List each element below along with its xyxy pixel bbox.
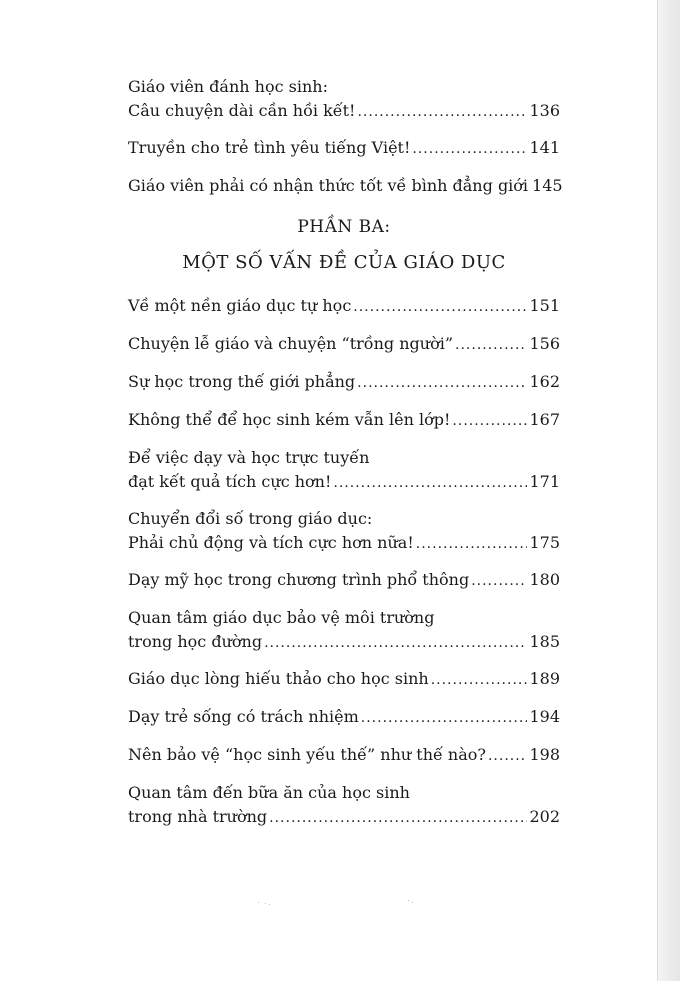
leader-dots [264, 631, 527, 655]
leader-dots [488, 744, 527, 768]
toc-entry-text: Nên bảo vệ “học sinh yếu thế” như thế nào? [128, 745, 486, 764]
leader-dots [357, 100, 527, 124]
toc-entry-text: Câu chuyện dài cần hồi kết! [128, 101, 356, 120]
toc-entry [128, 781, 560, 830]
scan-speck [258, 902, 259, 903]
toc-entry [128, 294, 560, 319]
scan-speck [265, 903, 266, 904]
scan-speck [408, 900, 409, 901]
toc-entry [128, 370, 560, 395]
toc-entry-line [128, 507, 560, 531]
toc-entry-line [128, 136, 560, 161]
toc-entry [128, 136, 560, 161]
page-number: 136 [529, 101, 560, 120]
toc-entry [128, 667, 560, 692]
part-heading [128, 212, 560, 278]
toc-entry-text: Dạy mỹ học trong chương trình phổ thông [128, 570, 470, 589]
toc-entry [128, 408, 560, 433]
page-number: 145 [532, 176, 563, 195]
toc-entry-text: trong nhà trường [128, 807, 268, 826]
toc-entry-text: Chuyện lễ giáo và chuyện “trồng người” [128, 334, 454, 353]
toc-entry-line [128, 781, 560, 805]
toc-entry-text: Quan tâm giáo dục bảo vệ môi trường [128, 608, 435, 627]
toc-entry-text: Giáo viên phải có nhận thức tốt về bình đẳng giới [128, 176, 529, 195]
toc-entry-line [128, 294, 560, 319]
leader-dots [269, 806, 527, 830]
leader-dots [333, 471, 527, 495]
toc-entry-text: Phải chủ động và tích cực hơn nữa! [128, 533, 414, 552]
toc-entry-line [128, 630, 560, 655]
toc-entry-line [128, 531, 560, 556]
leader-dots [431, 668, 528, 692]
toc-entry-line [128, 805, 560, 830]
toc-entry-line [128, 470, 560, 495]
toc-entry-text: trong học đường [128, 632, 263, 651]
page-number: 185 [529, 632, 560, 651]
leader-dots [361, 706, 528, 730]
page-number: 180 [529, 570, 560, 589]
toc-entry [128, 174, 563, 199]
page-number: 175 [529, 533, 560, 552]
toc-entry-line [128, 174, 563, 199]
page-number: 162 [529, 372, 560, 391]
table-of-contents [128, 75, 563, 842]
leader-dots [455, 333, 527, 357]
toc-entry-line [128, 408, 560, 433]
toc-entry-text: Truyền cho trẻ tình yêu tiếng Việt! [128, 138, 411, 157]
toc-entry-text: Sự học trong thế giới phẳng [128, 372, 356, 391]
toc-entry-line [128, 370, 560, 395]
toc-entry-text: đạt kết quả tích cực hơn! [128, 472, 332, 491]
leader-dots [471, 569, 527, 593]
toc-entry-line [128, 743, 560, 768]
page-number: 198 [529, 745, 560, 764]
scan-specks [256, 898, 416, 906]
toc-entry-line [128, 568, 560, 593]
scan-speck [269, 904, 270, 905]
leader-dots [412, 137, 527, 161]
leader-dots [416, 532, 528, 556]
toc-entry-text: Dạy trẻ sống có trách nhiệm [128, 707, 359, 726]
leader-dots [353, 295, 527, 319]
page-number: 151 [529, 296, 560, 315]
toc-entry [128, 705, 560, 730]
toc-entry [128, 606, 560, 655]
toc-entry-line [128, 667, 560, 692]
page-number: 156 [529, 334, 560, 353]
toc-entry-line [128, 606, 560, 630]
toc-entry-text: Giáo viên đánh học sinh: [128, 77, 328, 96]
page-number: 202 [529, 807, 560, 826]
toc-entry [128, 446, 560, 495]
toc-entry [128, 75, 560, 124]
toc-entry-text: Để việc dạy và học trực tuyến [128, 448, 370, 467]
toc-entry-text: Giáo dục lòng hiếu thảo cho học sinh [128, 669, 429, 688]
scan-speck [412, 902, 413, 903]
page-number: 167 [529, 410, 560, 429]
page-number: 141 [529, 138, 560, 157]
page-edge [658, 0, 680, 981]
toc-entry-text: Chuyển đổi số trong giáo dục: [128, 509, 373, 528]
toc-entry [128, 743, 560, 768]
toc-entry [128, 507, 560, 556]
toc-entry-text: Quan tâm đến bữa ăn của học sinh [128, 783, 410, 802]
toc-entry-line [128, 332, 560, 357]
page-number: 194 [529, 707, 560, 726]
toc-entry [128, 332, 560, 357]
part-title: MỘT SỐ VẤN ĐỀ CỦA GIÁO DỤC [182, 252, 506, 273]
toc-entry-line [128, 99, 560, 124]
leader-dots [452, 409, 527, 433]
toc-entry-text: Về một nền giáo dục tự học [128, 296, 352, 315]
toc-entry-text: Không thể để học sinh kém vẫn lên lớp! [128, 410, 451, 429]
part-label: PHẦN BA: [297, 217, 391, 237]
page-number: 171 [529, 472, 560, 491]
toc-entry-line [128, 446, 560, 470]
leader-dots [357, 371, 527, 395]
page-number: 189 [529, 669, 560, 688]
toc-entry-line [128, 75, 560, 99]
toc-entry-line [128, 705, 560, 730]
toc-entry [128, 568, 560, 593]
